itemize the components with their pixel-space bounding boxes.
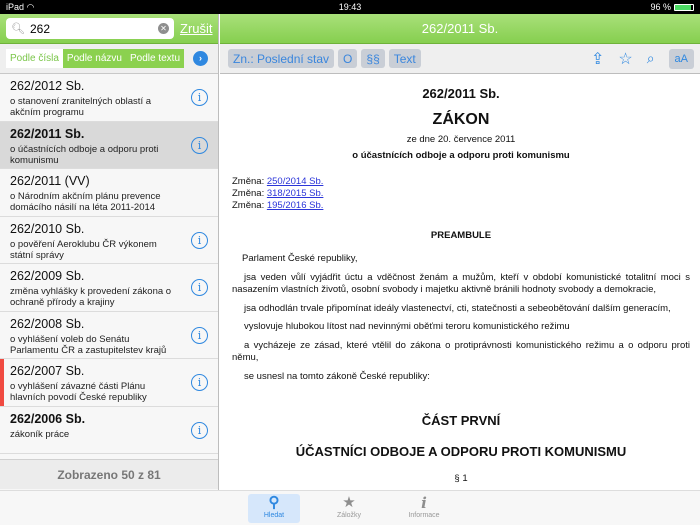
result-number: 262/2007 Sb. xyxy=(10,364,85,378)
share-icon[interactable]: ⇪ xyxy=(590,50,605,68)
paragraph: jsa veden vůlí vyjádřit úctu a vděčnost ženám a mužům, kteří v období komunistické totalitní moci s nasazením vlastních životů, osobní svobody i majetku aktivně bránili hodnoty svobody a demokracie, xyxy=(232,271,690,295)
result-item[interactable] xyxy=(0,264,218,312)
search-mode-segments xyxy=(0,44,218,74)
amendment: Změna: 195/2016 Sb. xyxy=(232,200,324,211)
law-date: ze dne 20. července 2011 xyxy=(406,134,516,145)
info-icon[interactable]: i xyxy=(191,327,208,344)
tab-search[interactable]: ⚲ Hledat xyxy=(248,494,300,523)
result-item[interactable] xyxy=(0,217,218,265)
info-icon[interactable]: i xyxy=(191,374,208,391)
paragraph: vyslovuje hlubokou lítost nad nevinnými oběťmi teroru komunistického režimu xyxy=(244,321,570,332)
amendment: Změna: 318/2015 Sb. xyxy=(232,188,324,199)
info-icon[interactable]: i xyxy=(191,422,208,439)
battery-status: 96 % xyxy=(650,2,694,12)
tab-bar xyxy=(0,490,700,525)
device-label: iPad ◠ xyxy=(6,1,35,12)
result-item[interactable] xyxy=(0,312,218,360)
result-description: o Národním akčním plánu prevence domácího násilí na léta 2011-2014 xyxy=(10,191,161,213)
status-bar xyxy=(0,0,700,14)
amendment-link[interactable]: 195/2016 Sb. xyxy=(266,200,324,211)
text-button[interactable]: Text xyxy=(389,49,421,68)
results-list xyxy=(0,74,218,459)
result-description: o vyhlášení voleb do Senátu Parlamentu ČR a zastupitelstev krajů xyxy=(10,333,167,356)
result-number: 262/2006 Sb. xyxy=(10,411,86,426)
law-number: 262/2011 Sb. xyxy=(422,86,500,101)
result-description: o účastnících odboje a odporu proti komunismu xyxy=(10,143,159,166)
search-icon: 🔍︎ xyxy=(11,23,25,35)
search-icon[interactable]: ⌕ xyxy=(646,50,655,66)
result-number: 262/2009 Sb. xyxy=(10,269,85,283)
search-panel xyxy=(0,14,219,490)
result-number: 262/2011 Sb. xyxy=(10,126,85,141)
amendment-link[interactable]: 250/2014 Sb. xyxy=(266,176,324,187)
search-field[interactable] xyxy=(6,18,174,39)
result-description: změna vyhlášky k provedení zákona o ochraně přírody a krajiny xyxy=(10,286,172,308)
about-button[interactable]: O xyxy=(338,49,357,68)
result-item[interactable] xyxy=(0,122,218,170)
result-description: o pověření Aeroklubu ČR výkonem státní správy xyxy=(10,238,157,261)
result-number: 262/2012 Sb. xyxy=(10,79,85,93)
info-icon[interactable]: i xyxy=(191,137,208,154)
result-description: o vyhlášení závazné části Plánu hlavních povodí České republiky xyxy=(10,381,147,403)
version-button[interactable]: Zn.: Poslední stav xyxy=(228,49,334,68)
wifi-icon: ◠ xyxy=(26,1,35,12)
search-bar xyxy=(0,14,218,44)
document-content[interactable] xyxy=(220,74,700,490)
tab-information[interactable]: i Informace xyxy=(398,494,450,523)
paragraph: a vycházeje ze zásad, které vtělil do zákona o protiprávnosti komunistického režimu a o odporu proti němu, xyxy=(232,339,690,363)
chevron-right-icon[interactable]: › xyxy=(193,51,208,66)
amendments-list xyxy=(232,176,690,212)
sections-button[interactable]: §§ xyxy=(361,49,384,68)
result-item[interactable] xyxy=(0,169,218,217)
document-header xyxy=(220,14,700,44)
result-number: 262/2008 Sb. xyxy=(10,316,85,331)
result-number: 262/2010 Sb. xyxy=(10,221,85,236)
star-icon[interactable]: ☆ xyxy=(618,50,633,68)
battery-icon xyxy=(674,4,694,11)
segment-by-number[interactable]: Podle čísla xyxy=(6,49,63,68)
clear-search-icon[interactable]: ✕ xyxy=(158,23,169,34)
paragraph: se usnesl na tomto zákoně České republiky: xyxy=(244,370,430,382)
result-description: zákoník práce xyxy=(10,428,70,440)
amendment-link[interactable]: 318/2015 Sb. xyxy=(266,188,324,199)
cancel-button[interactable]: Zrušit xyxy=(180,21,213,36)
clock: 19:43 xyxy=(338,2,362,12)
part-title: ČÁST PRVNÍ xyxy=(421,413,501,428)
result-description: o stanovení zranitelných oblastí a akčním programu xyxy=(10,96,152,118)
law-type: ZÁKON xyxy=(432,111,490,128)
font-size-button[interactable]: aA xyxy=(669,49,694,69)
paragraph: jsa odhodlán trvale připomínat ideály vlastenectví, cti, statečnosti a sebeobětování dalším generacím, xyxy=(244,302,671,314)
results-count[interactable]: Zobrazeno 50 z 81 xyxy=(0,459,218,489)
info-icon[interactable]: i xyxy=(191,89,208,106)
document-panel xyxy=(220,14,700,490)
result-item[interactable] xyxy=(0,359,218,407)
part-subtitle: ÚČASTNÍCI ODBOJE A ODPORU PROTI KOMUNISMU xyxy=(295,444,627,459)
section-number: § 1 xyxy=(454,473,468,484)
segment-by-text[interactable]: Podle textu xyxy=(126,49,184,68)
segment-by-name[interactable]: Podle názvu xyxy=(63,49,126,68)
star-icon: ★ xyxy=(342,494,356,511)
preamble-title: PREAMBULE xyxy=(430,230,492,241)
law-subject: o účastnících odboje a odporu proti komunismu xyxy=(352,150,570,161)
amendment: Změna: 250/2014 Sb. xyxy=(232,176,324,187)
result-item[interactable] xyxy=(0,407,218,455)
paragraph: Parlament České republiky, xyxy=(242,253,358,264)
search-input[interactable] xyxy=(30,22,158,36)
info-icon[interactable]: i xyxy=(191,232,208,249)
document-toolbar xyxy=(220,44,700,74)
document-title: 262/2011 Sb. xyxy=(421,21,499,36)
result-number: 262/2011 (VV) xyxy=(10,174,90,188)
result-item[interactable] xyxy=(0,74,218,122)
info-icon[interactable]: i xyxy=(191,279,208,296)
info-icon: i xyxy=(421,494,427,512)
search-icon: ⚲ xyxy=(268,494,280,511)
tab-bookmarks[interactable]: ★ Záložky xyxy=(323,494,375,523)
